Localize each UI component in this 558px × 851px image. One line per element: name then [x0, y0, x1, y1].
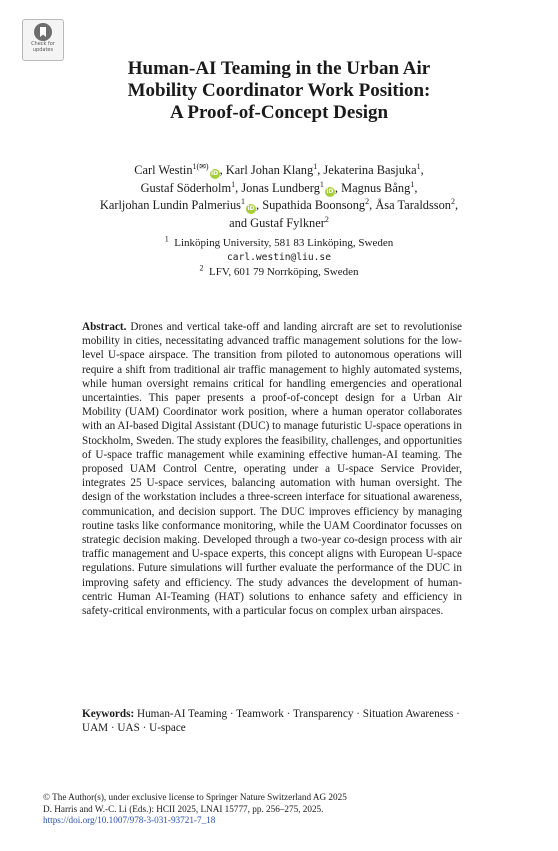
author-name: Gustaf Fylkner: [250, 215, 325, 230]
author: [141, 181, 236, 195]
affiliation-1-text: Linköping University, 581 83 Linköping, Sweden: [174, 237, 394, 249]
orcid-icon[interactable]: iD: [326, 187, 334, 195]
author-name: Carl Westin: [134, 163, 193, 177]
author-affiliation-mark: 2: [324, 214, 329, 224]
author: [375, 198, 455, 212]
copyright-line: © The Author(s), under exclusive license to Springer Nature Switzerland AG 2025: [43, 792, 347, 802]
doi-link[interactable]: https://doi.org/10.1007/978-3-031-93721-7_18: [43, 815, 216, 826]
author-affiliation-mark: 1: [313, 161, 318, 171]
check-for-updates-badge[interactable]: [22, 19, 64, 61]
author-affiliation-mark: 2: [365, 196, 370, 206]
title-line-1: Human-AI Teaming in the Urban Air: [127, 58, 431, 79]
author-name: Magnus Bång: [341, 180, 411, 195]
affiliation-2-text: LFV, 601 79 Norrköping, Sweden: [208, 266, 359, 278]
author-name: Supathida Boonsong: [262, 198, 366, 212]
author-list: Carl Westin$^{1(✉)}$iD, Karl Johan Klang$^1$, Jekaterina Basjuka$^1$, Gustaf Söderholm$^1$, Jonas Lundberg$^1$iD, Magnus Bång$^1$, Karljohan Lundin Palmerius$^1$iD, Supathida Boonsong$^2$, Åsa Taraldsson$^2$, and Gustaf Fylkner$^2$: [99, 161, 459, 230]
abstract-text: Drones and vertical take-off and landing aircraft are set to revolutionise mobility in cities, necessitating advanced traffic management solutions for the low-level U-space airspace. The transition from piloted to autonomous operations will require a shift from traditional air traffic management to highly automated systems, while human oversight remains critical for handling emergencies and operational uncertainties. This paper presents a proof-of-concept design for a Urban Air Mobility (UAM) Coordinator work position, where a human operator collaborates with an AI-based Digital Assistant (DUC) to manage futuristic U-space operations in Stockholm, Sweden. The study explores the feasibility, challenges, and opportunities of U-space traffic management while examining effective human-AI teaming. The proposed UAM Control Centre, operating under a U-space Service Provider, integrates 25 U-space services, balancing automation with human oversight. The design of the workstation includes a three-screen interface for situational awareness, communication, and decision support. The DUC improves efficiency by managing routine tasks like conformance monitoring, while the UAM Coordinator focusses on strategic decision making. Developed through a two-year co-design process with air traffic management and U-space experts, this concept aligns with European U-space regulations. Future simulations will further evaluate the performance of the DUC in improving safety and efficiency. The study advances the development of human-centric Human AI-Teaming (HAT) solutions to enhance safety and efficiency in safety-critical environments, with a particular focus on complex urban airspaces.: [82, 321, 463, 618]
badge-line1: Check for: [31, 41, 55, 47]
orcid-icon[interactable]: iD: [211, 170, 219, 177]
abstract: [82, 320, 462, 618]
author-name: Jonas Lundberg: [241, 180, 320, 195]
author-name: Karl Johan Klang: [225, 163, 314, 177]
author: [250, 216, 329, 230]
affiliation-1: [0, 236, 558, 251]
author-name: Karljohan Lundin Palmerius: [99, 198, 241, 212]
author-affiliation-mark: 1(✉): [192, 161, 209, 171]
author: [323, 163, 420, 177]
keywords: [82, 707, 462, 736]
copyright-footer: [43, 792, 523, 827]
badge-line2: updates: [32, 46, 54, 53]
abstract-label: Abstract.: [82, 321, 127, 333]
corresponding-email[interactable]: carl.westin@liu.se: [227, 251, 331, 263]
author-affiliation-mark: 1: [319, 179, 324, 189]
paper-title: [0, 58, 558, 124]
orcid-icon[interactable]: iD: [247, 205, 255, 212]
keywords-text: Human-AI Teaming · Teamwork · Transparency · Situation Awareness · UAM · UAS · U-space: [82, 708, 460, 735]
affiliations: [0, 236, 558, 280]
citation-line: D. Harris and W.-C. Li (Eds.): HCII 2025, LNAI 15777, pp. 256–275, 2025.: [43, 803, 324, 814]
bookmark-icon: [37, 26, 49, 38]
check-updates-icon: [34, 23, 52, 41]
author: [262, 198, 369, 212]
author: [241, 181, 335, 195]
author: [134, 163, 219, 177]
title-line-3: A Proof-of-Concept Design: [169, 102, 389, 123]
keywords-label: Keywords:: [82, 708, 135, 720]
author: [341, 181, 414, 195]
author-affiliation-mark: 1: [416, 161, 421, 171]
title-line-2: Mobility Coordinator Work Position:: [127, 80, 431, 101]
badge-label: [31, 42, 55, 53]
affiliation-1-number: 1: [164, 234, 169, 244]
author-affiliation-mark: 1: [240, 196, 245, 206]
affiliation-2-number: 2: [199, 263, 204, 273]
author-name: Gustaf Söderholm: [140, 180, 232, 195]
author: [100, 198, 256, 212]
author-affiliation-mark: 1: [231, 179, 236, 189]
author-affiliation-mark: 2: [451, 196, 455, 206]
author-affiliation-mark: 1: [410, 179, 415, 189]
affiliation-2: [0, 265, 558, 280]
author-name: Jekaterina Basjuka: [323, 163, 417, 177]
author: [226, 163, 317, 177]
author-name: Åsa Taraldsson: [375, 198, 451, 212]
